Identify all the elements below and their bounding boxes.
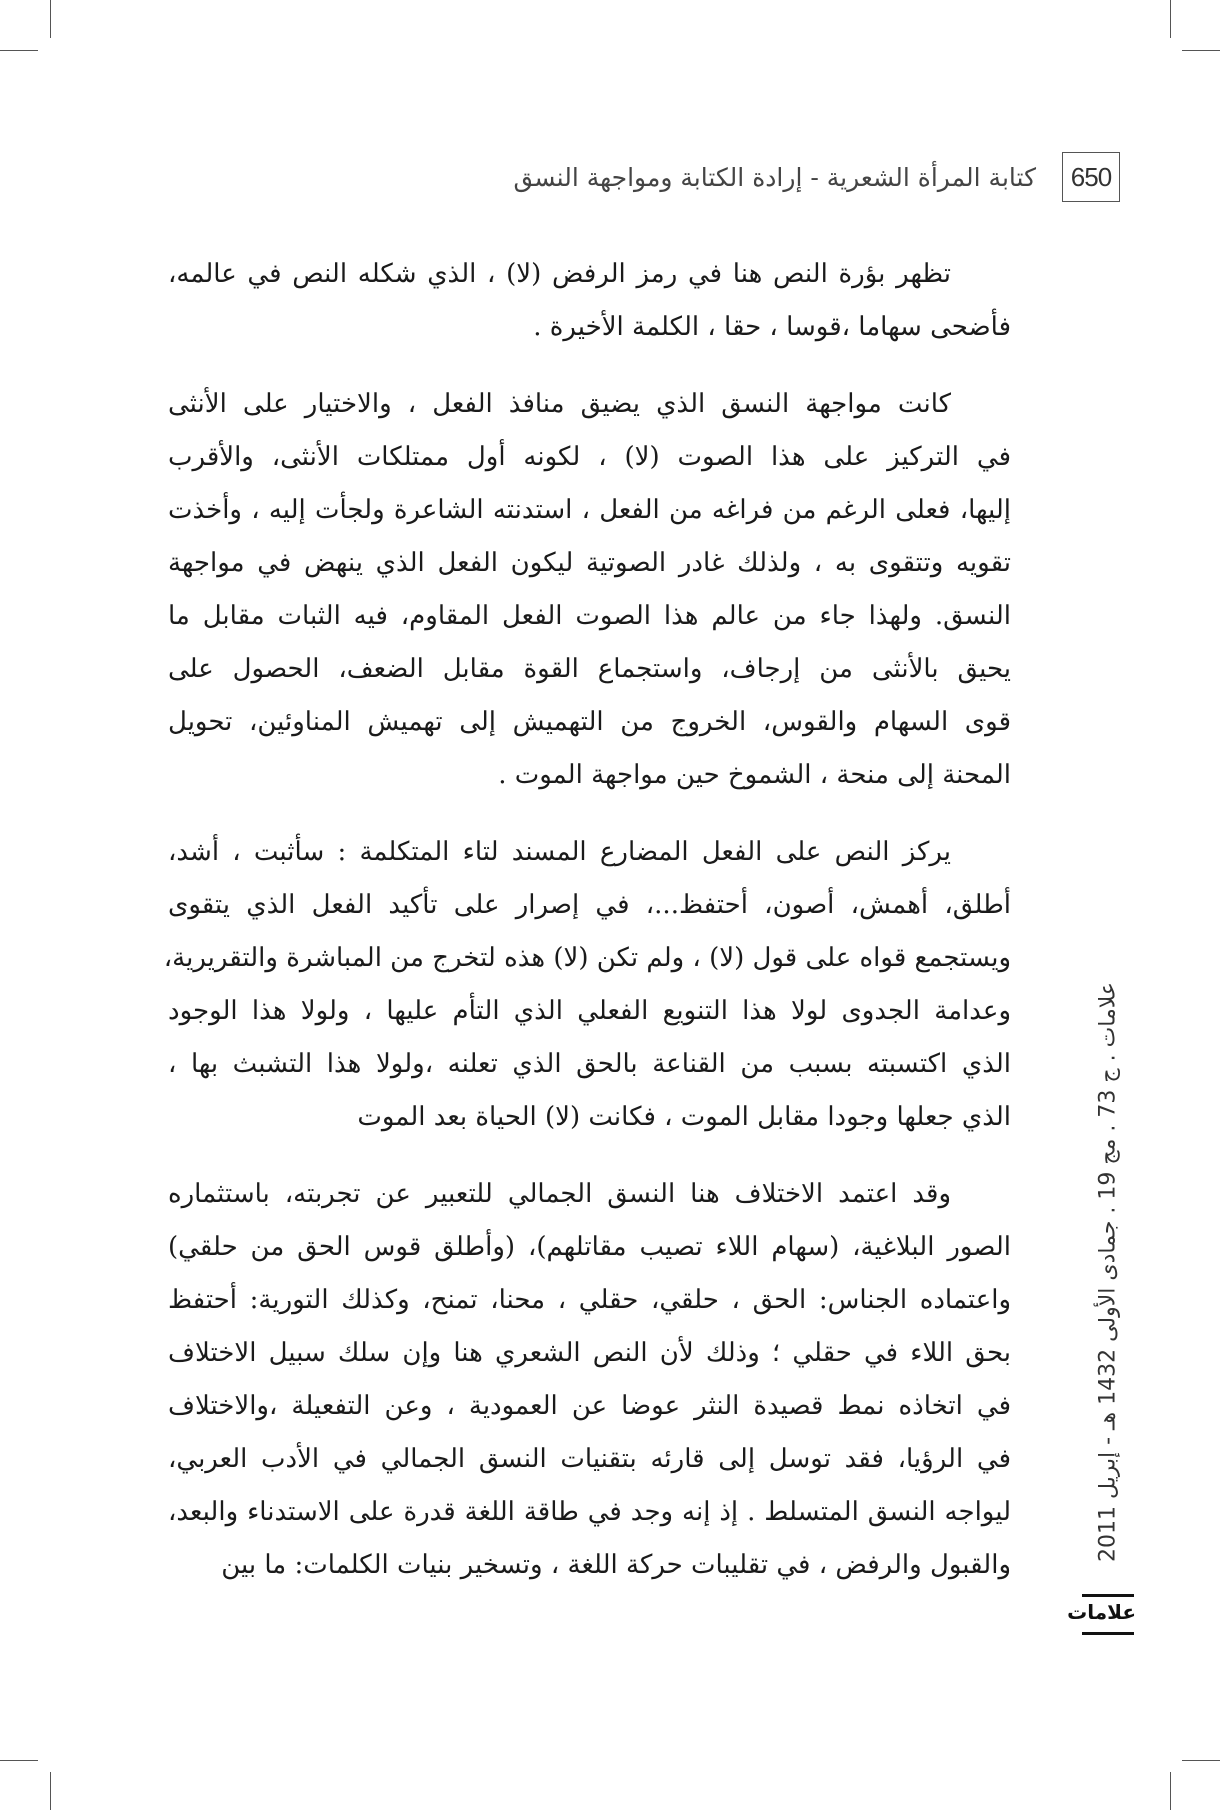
paragraph — [163, 826, 1011, 1144]
text-line: واعتماده الجناس: الحق ، حلقي، حقلي ، محنا، تمنح، وكذلك التورية: أحتفظ — [168, 1285, 1011, 1315]
journal-issue-text: علامات . ج 73 . مج 19 . جمادى الأولى 1432 هـ - إبريل 2011 — [1095, 981, 1121, 1563]
text-line: وعدامة الجدوى لولا هذا التنويع الفعلي الذي التأم عليها ، ولولا هذا الوجود — [168, 996, 1011, 1026]
text-line: ليواجه النسق المتسلط . إذ إنه وجد في طاقة اللغة قدرة على الاستدناء والبعد، — [168, 1497, 1011, 1527]
crop-mark — [1170, 1772, 1171, 1810]
paragraph — [168, 248, 1011, 354]
crop-mark — [50, 0, 51, 38]
logo-bar — [1082, 1594, 1134, 1597]
logo-text: علامات — [1067, 1600, 1136, 1624]
text-line: ويستجمع قواه على قول (لا) ، ولم تكن (لا) هذه لتخرج من المباشرة والتقريرية، — [163, 943, 1011, 973]
text-line: المحنة إلى منحة ، الشموخ حين مواجهة الموت . — [498, 760, 1011, 790]
crop-mark — [0, 1760, 38, 1761]
paragraph — [168, 1168, 1011, 1592]
article-body — [163, 248, 1011, 1616]
text-line: الذي اكتسبته بسبب من القناعة بالحق الذي تعلنه ،ولولا هذا التشبث بها ، — [168, 1049, 1011, 1079]
text-line: قوى السهام والقوس، الخروج من التهميش إلى تهميش المناوئين، تحويل — [168, 707, 1011, 737]
text-line: بحق اللاء في حقلي ؛ وذلك لأن النص الشعري هنا وإن سلك سبيل الاختلاف — [168, 1338, 1011, 1368]
text-line: كانت مواجهة النسق الذي يضيق منافذ الفعل ، والاختيار على الأنثى — [168, 389, 951, 419]
text-line: فأضحى سهاما ،قوسا ، حقا ، الكلمة الأخيرة . — [533, 312, 1011, 342]
text-line: يركز النص على الفعل المضارع المسند لتاء المتكلمة : سأثبت ، أشد، — [168, 837, 951, 867]
text-line: يحيق بالأنثى من إرجاف، واستجماع القوة مقابل الضعف، الحصول على — [168, 654, 1011, 684]
paragraph — [168, 378, 1011, 802]
text-line: في اتخاذه نمط قصيدة النثر عوضا عن العمودية ، وعن التفعيلة ،والاختلاف — [168, 1391, 1011, 1421]
text-line: النسق. ولهذا جاء من عالم هذا الصوت الفعل المقاوم، فيه الثبات مقابل ما — [168, 601, 1011, 631]
text-line: تقويه وتتقوى به ، ولذلك غادر الصوتية ليكون الفعل الذي ينهض في مواجهة — [168, 548, 1011, 578]
text-line: أطلق، أهمش، أصون، أحتفظ...، في إصرار على تأكيد الفعل الذي يتقوى — [168, 890, 1011, 920]
text-line: إليها، فعلى الرغم من فراغه من الفعل ، استدنته الشاعرة ولجأت إليه ، وأخذت — [168, 495, 1011, 525]
page-number: 650 — [1062, 152, 1120, 202]
crop-mark — [50, 1772, 51, 1810]
text-line: في الرؤيا، فقد توسل إلى قارئه بتقنيات النسق الجمالي في الأدب العربي، — [168, 1444, 1011, 1474]
text-line: والقبول والرفض ، في تقليبات حركة اللغة ، وتسخير بنيات الكلمات: ما بين — [221, 1550, 1011, 1580]
crop-mark — [0, 50, 38, 51]
journal-info — [1082, 962, 1134, 1582]
text-line: في التركيز على هذا الصوت (لا) ، لكونه أول ممتلكات الأنثى، والأقرب — [168, 442, 1011, 472]
crop-mark — [1182, 50, 1220, 51]
page-header — [330, 152, 1120, 202]
crop-mark — [1170, 0, 1171, 38]
logo-bar — [1082, 1632, 1134, 1635]
text-line: وقد اعتمد الاختلاف هنا النسق الجمالي للتعبير عن تجربته، باستثماره — [168, 1179, 951, 1209]
text-line: الذي جعلها وجودا مقابل الموت ، فكانت (لا) الحياة بعد الموت — [357, 1102, 1011, 1132]
text-line: تظهر بؤرة النص هنا في رمز الرفض (لا) ، الذي شكله النص في عالمه، — [168, 259, 951, 289]
journal-logo — [1067, 1592, 1136, 1638]
text-line: الصور البلاغية، (سهام اللاء تصيب مقاتلهم)، (وأطلق قوس الحق من حلقي) — [168, 1232, 1011, 1262]
running-title: كتابة المرأة الشعرية - إرادة الكتابة ومواجهة النسق — [513, 162, 1036, 192]
crop-mark — [1182, 1760, 1220, 1761]
